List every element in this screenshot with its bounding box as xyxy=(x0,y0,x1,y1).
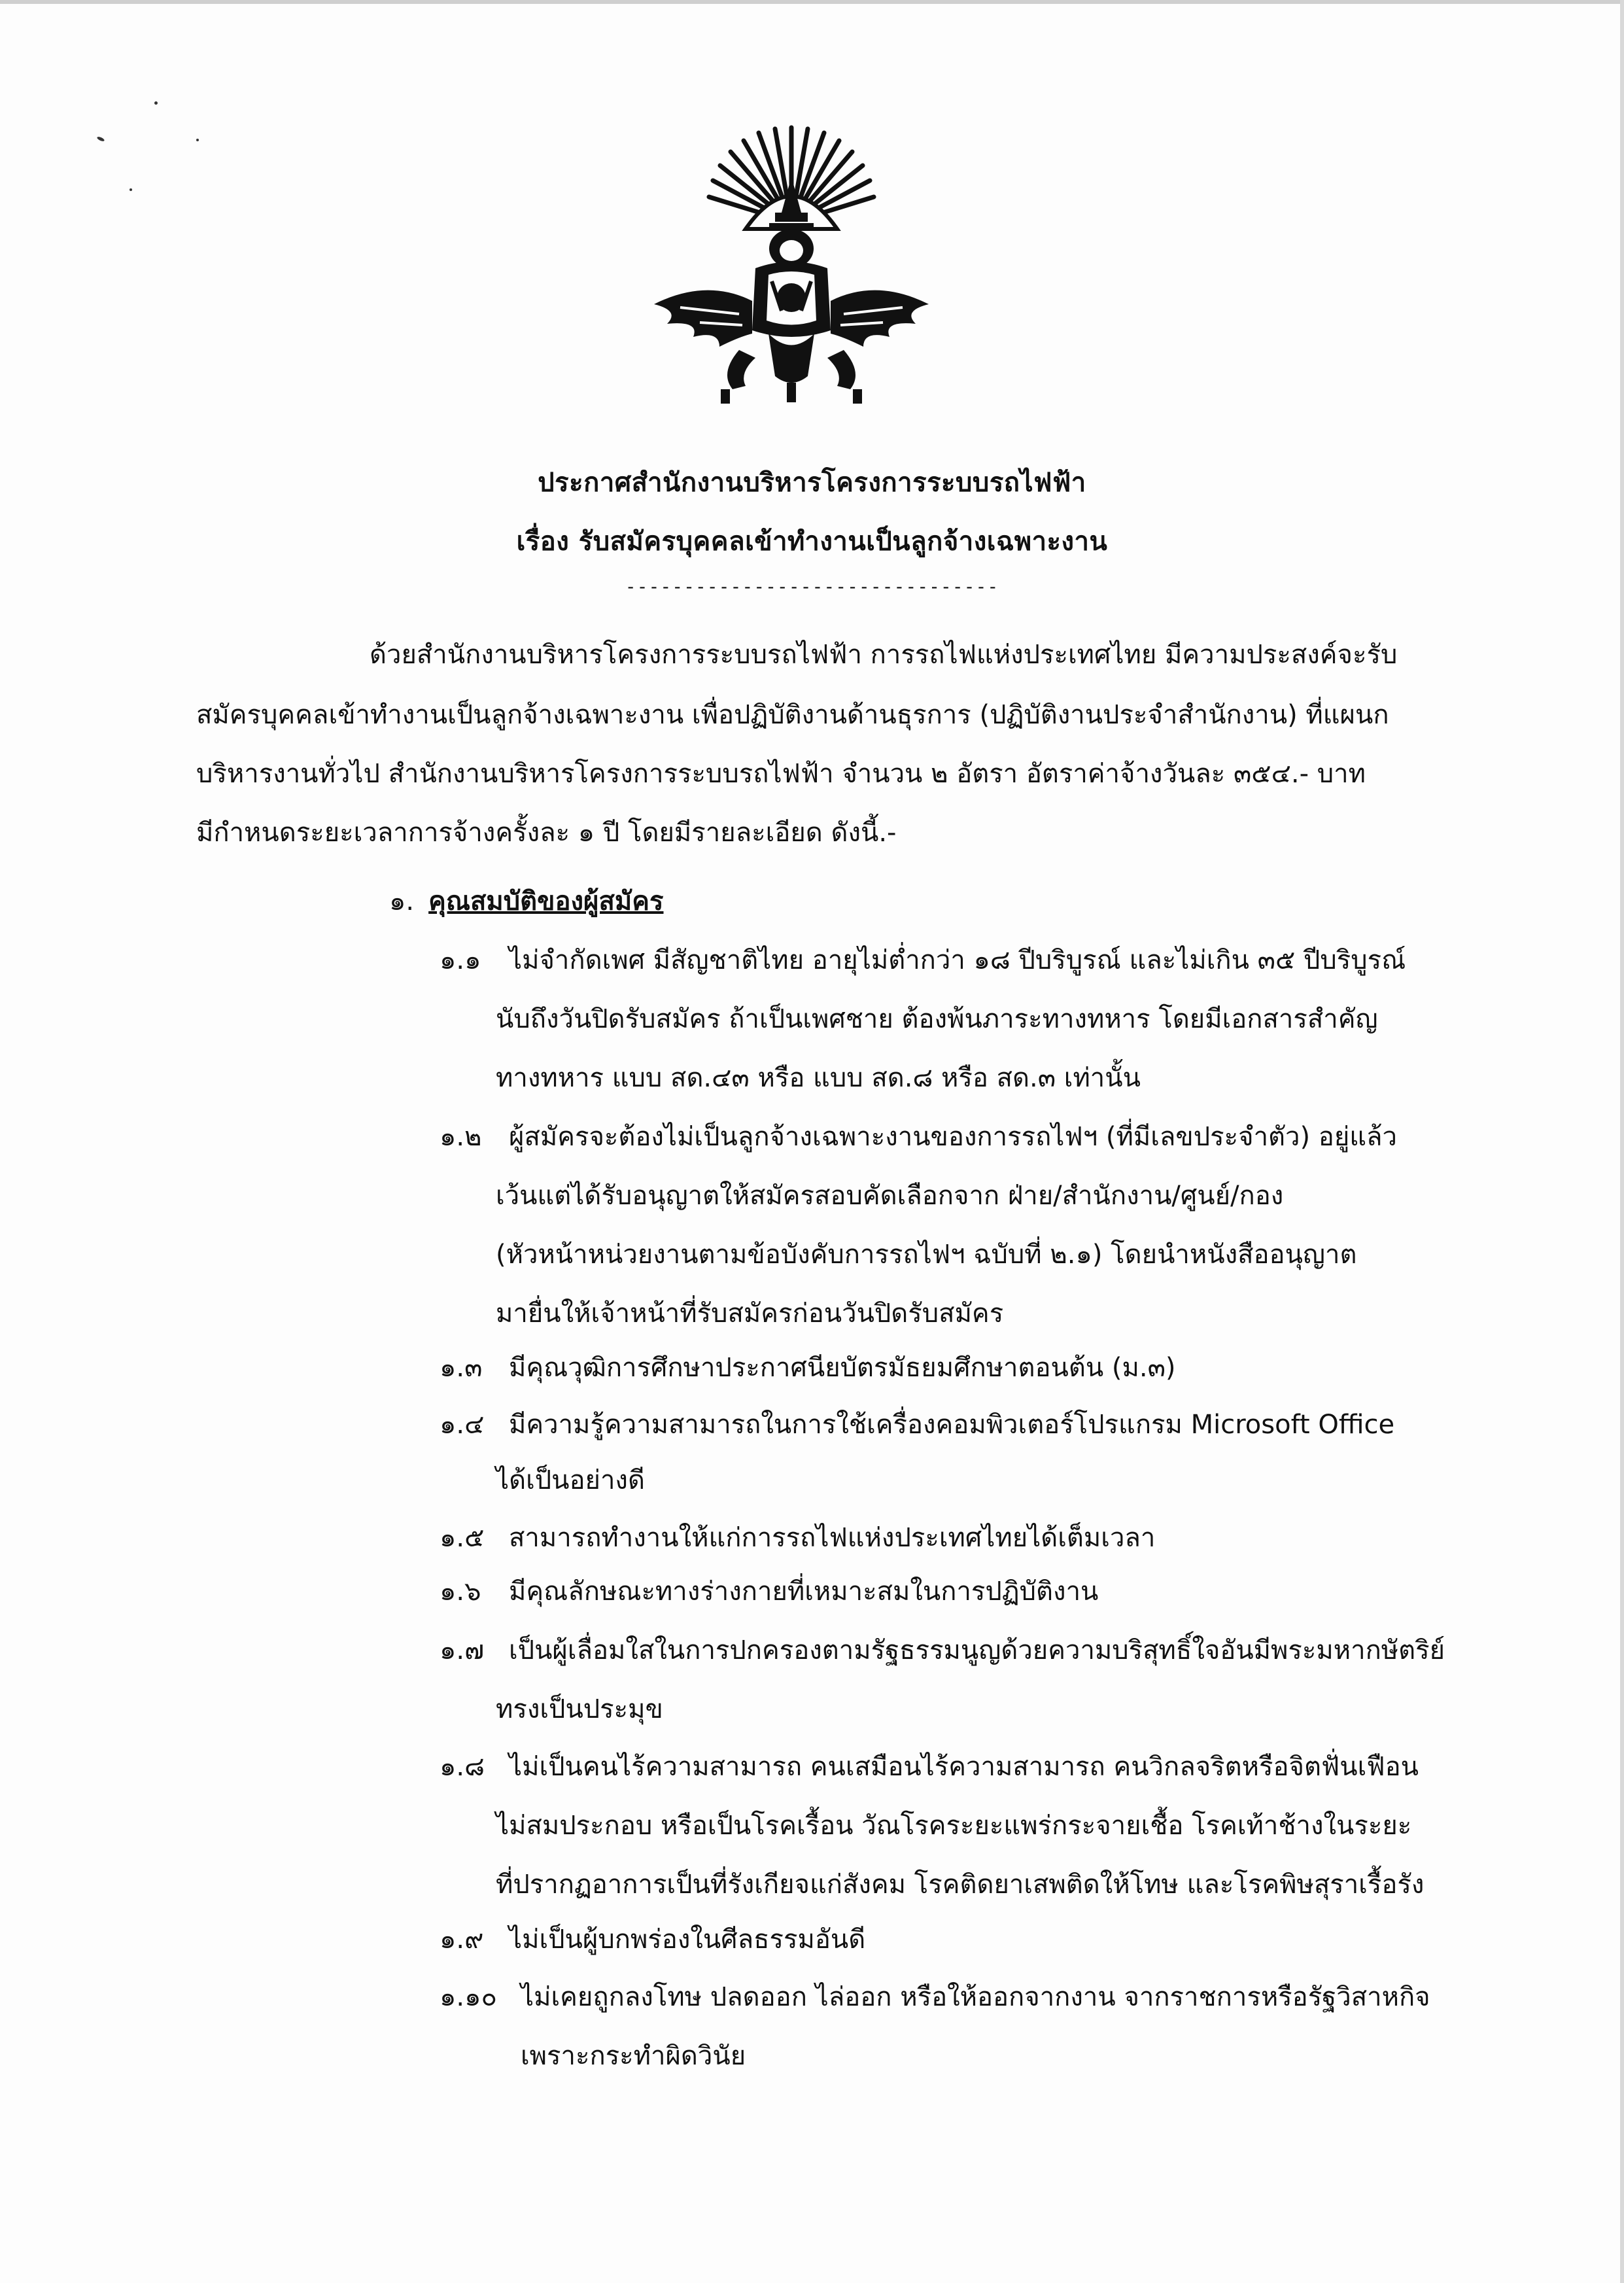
item-number: ๑.๙ xyxy=(440,1925,484,1955)
item-text-line: นับถึงวันปิดรับสมัคร ถ้าเป็นเพศชาย ต้องพ้นภาระทางทหาร โดยมีเอกสารสำคัญ xyxy=(496,1004,1378,1034)
announcement-subject: เรื่อง รับสมัครบุคคลเข้าทำงานเป็นลูกจ้างเฉพาะงาน xyxy=(516,527,1108,557)
section-number: ๑. xyxy=(389,886,415,916)
item-text-line: ทรงเป็นประมุข xyxy=(496,1694,663,1724)
item-number: ๑.๖ xyxy=(440,1577,481,1607)
section-heading xyxy=(389,880,663,922)
item-text-line: ทางทหาร แบบ สด.๔๓ หรือ แบบ สด.๘ หรือ สด.๓ เท่านั้น xyxy=(496,1063,1141,1093)
item-number: ๑.๓ xyxy=(440,1353,483,1383)
item-text-line: สามารถทำงานให้แก่การรถไฟแห่งประเทศไทยได้เต็มเวลา xyxy=(509,1523,1156,1553)
item-text-line: มีความรู้ความสามารถในการใช้เครื่องคอมพิวเตอร์โปรแกรม Microsoft Office xyxy=(509,1410,1395,1440)
item-text-line: (หัวหน้าหน่วยงานตามข้อบังคับการรถไฟฯ ฉบับที่ ๒.๑) โดยนำหนังสืออนุญาต xyxy=(496,1240,1357,1270)
item-text-line: ได้เป็นอย่างดี xyxy=(496,1465,645,1495)
item-number: ๑.๘ xyxy=(440,1752,485,1782)
item-text-line: ไม่เคยถูกลงโทษ ปลดออก ไล่ออก หรือให้ออกจากงาน จากราชการหรือรัฐวิสาหกิจ xyxy=(521,1982,1430,2012)
item-text-line: มีคุณลักษณะทางร่างกายที่เหมาะสมในการปฏิบัติงาน xyxy=(509,1577,1099,1607)
item-text-line: ไม่สมประกอบ หรือเป็นโรคเรื้อน วัณโรคระยะแพร่กระจายเชื้อ โรคเท้าช้างในระยะ xyxy=(496,1811,1412,1841)
section-title: คุณสมบัติของผู้สมัคร xyxy=(428,886,664,916)
item-number: ๑.๔ xyxy=(440,1410,485,1440)
announcement-title: ประกาศสำนักงานบริหารโครงการระบบรถไฟฟ้า xyxy=(538,468,1086,498)
scan-speck xyxy=(196,139,199,141)
item-number: ๑.๒ xyxy=(440,1122,482,1152)
item-text-line: ที่ปรากฏอาการเป็นที่รังเกียจแก่สังคม โรคติดยาเสพติดให้โทษ และโรคพิษสุราเรื้อรัง xyxy=(496,1870,1425,1900)
item-number: ๑.๕ xyxy=(440,1523,485,1553)
item-text-line: เป็นผู้เลื่อมใสในการปกครองตามรัฐธรรมนูญด้วยความบริสุทธิ์ใจอันมีพระมหากษัตริย์ xyxy=(509,1635,1445,1665)
scan-speck xyxy=(97,136,105,143)
intro-line-4: มีกำหนดระยะเวลาการจ้างครั้งละ ๑ ปี โดยมีรายละเอียด ดังนี้.- xyxy=(196,818,897,848)
scan-speck xyxy=(130,188,132,191)
item-text-line: ไม่เป็นผู้บกพร่องในศีลธรรมอันดี xyxy=(509,1925,866,1955)
item-text-line: ไม่เป็นคนไร้ความสามารถ คนเสมือนไร้ความสามารถ คนวิกลจริตหรือจิตฟั่นเฟือน xyxy=(509,1752,1419,1782)
item-number: ๑.๑๐ xyxy=(440,1982,497,2012)
intro-line-2: สมัครบุคคลเข้าทำงานเป็นลูกจ้างเฉพาะงาน เพื่อปฏิบัติงานด้านธุรการ (ปฏิบัติงานประจำสำนักงาน) ที่แผนก xyxy=(196,700,1389,730)
item-text-line: ไม่จำกัดเพศ มีสัญชาติไทย อายุไม่ต่ำกว่า ๑๘ ปีบริบูรณ์ และไม่เกิน ๓๕ ปีบริบูรณ์ xyxy=(509,945,1406,975)
srt-emblem-icon xyxy=(641,114,942,409)
scan-edge-top xyxy=(0,0,1624,4)
item-text-line: มายื่นให้เจ้าหน้าที่รับสมัครก่อนวันปิดรับสมัคร xyxy=(496,1298,1004,1329)
scan-edge-right xyxy=(1620,0,1624,2283)
scan-speck xyxy=(154,101,158,105)
item-text-line: มีคุณวุฒิการศึกษาประกาศนียบัตรมัธยมศึกษาตอนต้น (ม.๓) xyxy=(509,1353,1176,1383)
title-divider: -------------------------------- xyxy=(625,576,999,597)
item-text-line: ผู้สมัครจะต้องไม่เป็นลูกจ้างเฉพาะงานของการรถไฟฯ (ที่มีเลขประจำตัว) อยู่แล้ว xyxy=(509,1122,1398,1152)
item-text-line: เว้นแต่ได้รับอนุญาตให้สมัครสอบคัดเลือกจาก ฝ่าย/สำนักงาน/ศูนย์/กอง xyxy=(496,1181,1284,1211)
intro-line-1: ด้วยสำนักงานบริหารโครงการระบบรถไฟฟ้า การรถไฟแห่งประเทศไทย มีความประสงค์จะรับ xyxy=(370,640,1398,670)
item-text-line: เพราะกระทำผิดวินัย xyxy=(521,2041,746,2071)
item-number: ๑.๗ xyxy=(440,1635,485,1665)
item-number: ๑.๑ xyxy=(440,945,481,975)
intro-line-3: บริหารงานทั่วไป สำนักงานบริหารโครงการระบบรถไฟฟ้า จำนวน ๒ อัตรา อัตราค่าจ้างวันละ ๓๕๔.- บาท xyxy=(196,759,1366,789)
